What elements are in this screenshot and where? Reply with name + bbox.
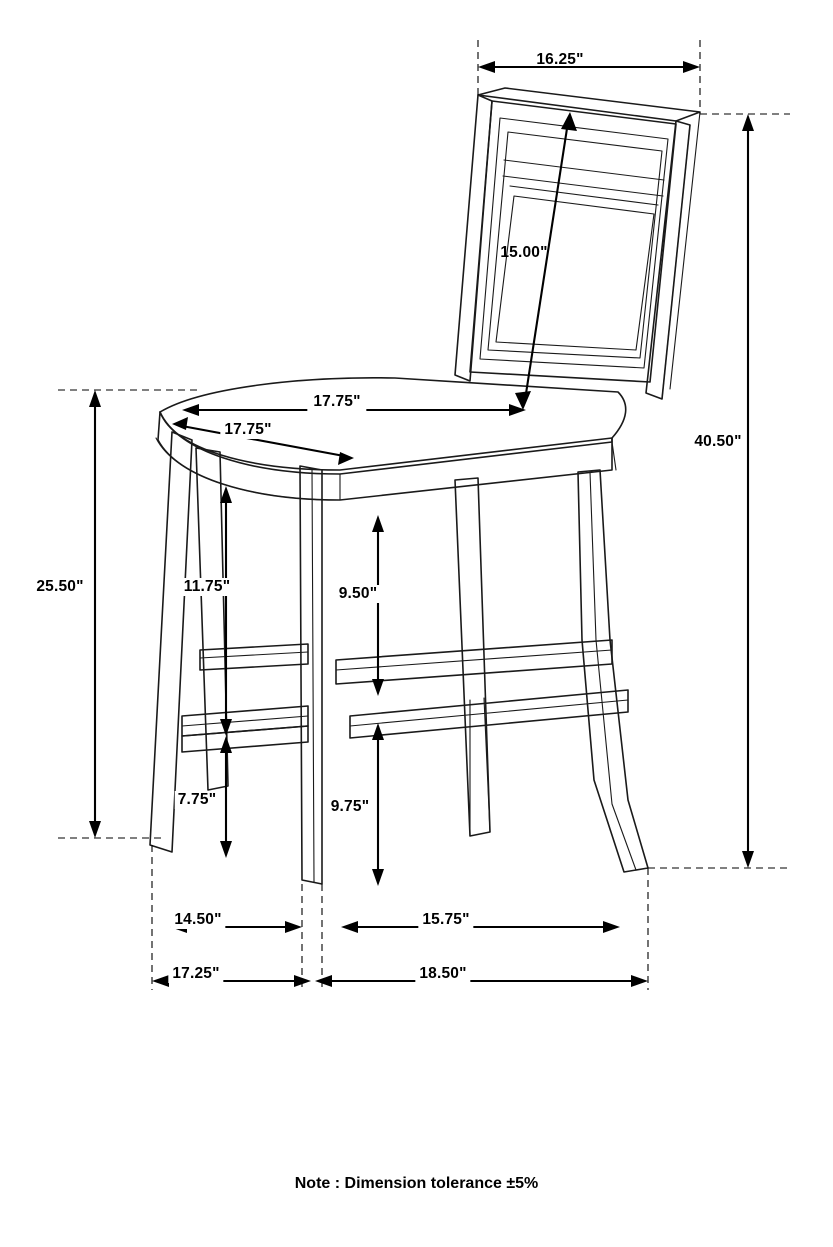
dim-label-front-stretcher-height: 9.50" <box>336 585 381 603</box>
chair-illustration <box>150 88 700 884</box>
dim-seat-height <box>58 390 200 838</box>
dim-overall-height <box>648 114 790 868</box>
dim-label-footrest-height: 9.75" <box>328 798 373 816</box>
dim-label-backrest-panel-height: 15.00" <box>500 244 548 261</box>
dim-label-leg-span-front-inner: 15.75" <box>418 911 473 929</box>
dim-leg-span-front-inner <box>341 921 620 933</box>
chair-backrest <box>455 88 700 399</box>
dim-label-seat-depth: 17.75" <box>307 393 366 411</box>
dim-leg-span-front-outer <box>315 975 648 987</box>
dim-label-leg-span-side-outer: 17.25" <box>168 965 223 983</box>
dim-label-leg-span-side-inner: 14.50" <box>170 911 225 929</box>
dim-footrest-height <box>372 723 384 886</box>
tolerance-note: Note : Dimension tolerance ±5% <box>294 1175 539 1192</box>
dim-label-overall-height: 40.50" <box>694 433 742 450</box>
dim-label-backrest-width: 16.25" <box>536 51 584 68</box>
dim-label-leg-span-front-outer: 18.50" <box>415 965 470 983</box>
dim-label-side-stretcher-height: 11.75" <box>181 578 233 596</box>
dim-label-seat-width: 17.75" <box>220 421 275 439</box>
dim-label-lower-stretcher-height: 7.75" <box>175 791 220 809</box>
dim-label-seat-height: 25.50" <box>36 578 84 595</box>
dim-lower-stretcher-height <box>220 736 232 858</box>
dim-front-stretcher-height <box>372 515 384 696</box>
chair-stretchers <box>182 640 628 836</box>
